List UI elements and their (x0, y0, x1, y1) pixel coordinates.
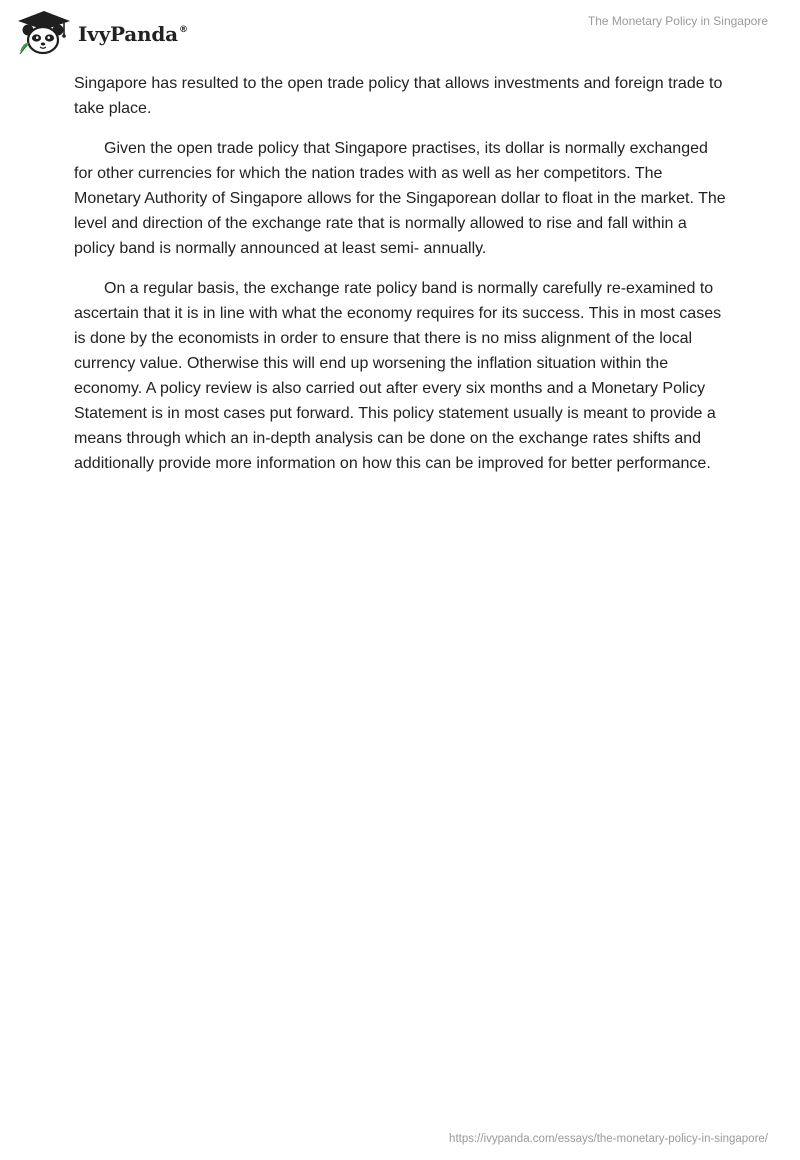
document-title: The Monetary Policy in Singapore (587, 14, 768, 28)
paragraph: Given the open trade policy that Singapore practises, its dollar is normally exchanged for other currencies for which the nation trades with as well as her competitors. The Monetary Authority of Singapore allows for the Singaporean dollar to float in the market. The level and direction of the exchange rate that is normally allowed to rise and fall within a policy band is normally announced at least semi- annually. (74, 140, 726, 257)
paragraph: Singapore has resulted to the open trade policy that allows investments and foreign trade to take place. (74, 75, 723, 117)
ivypanda-logo[interactable] (14, 8, 188, 58)
panda-graduation-cap-icon (14, 8, 74, 58)
source-url[interactable]: https://ivypanda.com/essays/the-monetary-policy-in-singapore/ (449, 1133, 768, 1145)
brand-name (78, 22, 188, 46)
registered-mark: ® (178, 25, 188, 35)
article-body (74, 71, 730, 491)
paragraph: On a regular basis, the exchange rate policy band is normally carefully re-examined to ascertain that it is in line with what the economy requires for its success. This in most cases is done by the economists in order to ensure that there is no miss alignment of the local currency value. Otherwise this will end up worsening the inflation situation within the economy. A policy review is also carried out after every six months and a Monetary Policy Statement is in most cases put forward. This policy statement usually is meant to provide a means through which an in-depth analysis can be done on the exchange rates shifts and additionally provide more information on how this can be improved for better performance. (74, 280, 722, 472)
page-header (0, 0, 800, 66)
brand-text: IvyPanda (78, 22, 178, 46)
